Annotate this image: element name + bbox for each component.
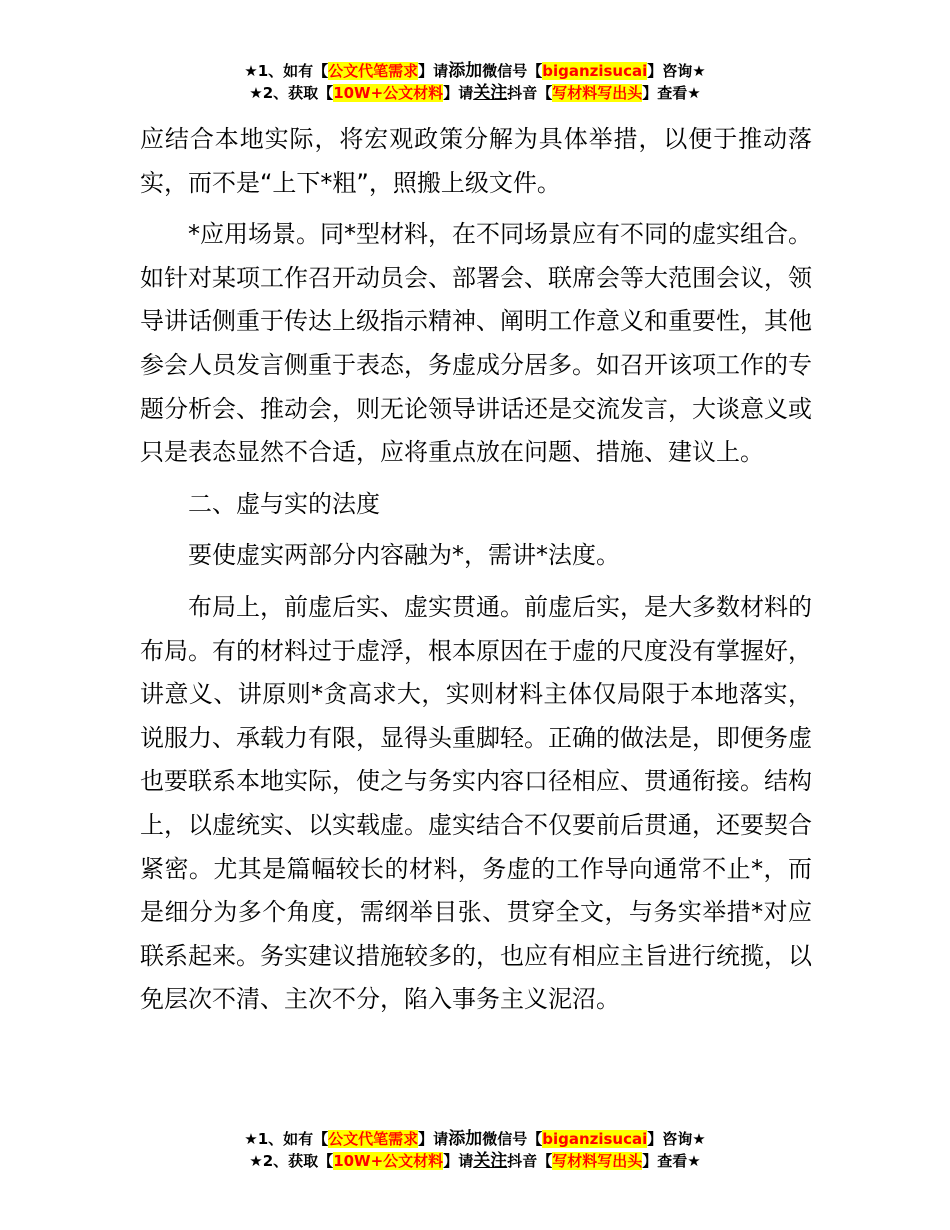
promo-highlight: biganzisucai bbox=[542, 1130, 648, 1148]
paragraph-application-scene: *应用场景。同*型材料，在不同场景应有不同的虚实组合。如针对某项工作召开动员会、部署会、联席会等大范围会议，领导讲话侧重于传达上级指示精神、阐明工作意义和重要性，其他参会人员发言侧重于表态，务虚成分居多。如召开该项工作的专题分析会、推动会，则无论领导讲话还是交流发言，大谈意义或只是表态显然不合适，应将重点放在问题、措施、建议上。 bbox=[140, 220, 812, 467]
promo-emphasis: 关注 bbox=[473, 83, 508, 103]
promo-highlight: 写材料写出头 bbox=[552, 1152, 643, 1170]
paragraph-continuation: 应结合本地实际，将宏观政策分解为具体举措，以便于推动落实，而不是“上下*粗”，照搬上级文件。 bbox=[140, 125, 812, 197]
promo-line-2 bbox=[0, 1150, 950, 1172]
promo-text: 】请 bbox=[418, 1130, 449, 1148]
section-heading: 二、虚与实的法度 bbox=[188, 489, 380, 518]
promo-emphasis: 关注 bbox=[473, 1151, 508, 1171]
promo-text: 微信号【 bbox=[482, 62, 543, 80]
promo-emphasis: 添加 bbox=[448, 61, 483, 81]
promo-text: 】请 bbox=[443, 84, 474, 102]
promo-text: 】查看★ bbox=[642, 1152, 701, 1170]
paragraph-layout: 布局上，前虚后实、虚实贯通。前虚后实，是大多数材料的布局。有的材料过于虚浮，根本原因在于虚的尺度没有掌握好，讲意义、讲原则*贪高求大，实则材料主体仅局限于本地落实，说服力、承载力有限，显得头重脚轻。正确的做法是，即便务虚也要联系本地实际，使之与务实内容口径相应、贯通衔接。结构上，以虚统实、以实载虚。虚实结合不仅要前后贯通，还要契合紧密。尤其是篇幅较长的材料，务虚的工作导向通常不止*，而是细分为多个角度，需纲举目张、贯穿全文，与务实举措*对应联系起来。务实建议措施较多的，也应有相应主旨进行统揽，以免层次不清、主次不分，陷入事务主义泥沼。 bbox=[140, 592, 812, 1014]
promo-text: 】查看★ bbox=[642, 84, 701, 102]
bottom-promo-banner bbox=[0, 1128, 950, 1172]
promo-text: 抖音【 bbox=[507, 84, 553, 102]
promo-text: 】咨询★ bbox=[647, 1130, 706, 1148]
promo-highlight: 公文代笔需求 bbox=[328, 1130, 419, 1148]
promo-text: ★1、如有【 bbox=[244, 1130, 329, 1148]
promo-text: ★2、获取【 bbox=[249, 84, 334, 102]
promo-highlight: biganzisucai bbox=[542, 62, 648, 80]
promo-text: 】咨询★ bbox=[647, 62, 706, 80]
promo-text: 】请 bbox=[443, 1152, 474, 1170]
promo-highlight: 写材料写出头 bbox=[552, 84, 643, 102]
promo-text: ★1、如有【 bbox=[244, 62, 329, 80]
promo-text: 】请 bbox=[418, 62, 449, 80]
promo-highlight: 10W+公文材料 bbox=[333, 1152, 444, 1170]
promo-highlight: 公文代笔需求 bbox=[328, 62, 419, 80]
promo-highlight: 10W+公文材料 bbox=[333, 84, 444, 102]
promo-text: 微信号【 bbox=[482, 1130, 543, 1148]
top-promo-banner bbox=[0, 60, 950, 104]
promo-line-1 bbox=[0, 60, 950, 82]
promo-line-2 bbox=[0, 82, 950, 104]
promo-line-1 bbox=[0, 1128, 950, 1150]
promo-emphasis: 添加 bbox=[448, 1129, 483, 1149]
document-body bbox=[140, 118, 812, 1030]
promo-text: 抖音【 bbox=[507, 1152, 553, 1170]
paragraph-intro: 要使虚实两部分内容融为*，需讲*法度。 bbox=[188, 541, 620, 570]
promo-text: ★2、获取【 bbox=[249, 1152, 334, 1170]
